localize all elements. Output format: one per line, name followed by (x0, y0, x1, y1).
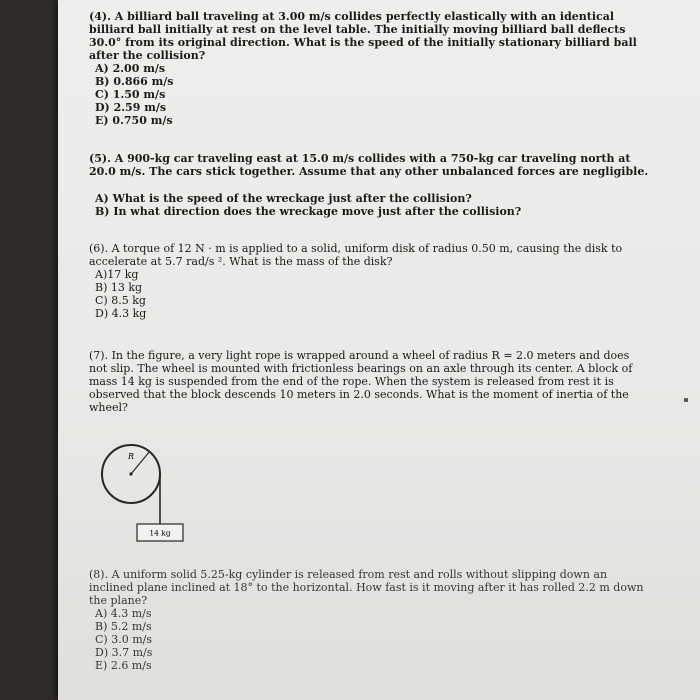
choice-e: E) 0.750 m/s (95, 114, 173, 127)
question-8 (89, 568, 649, 672)
choice-b: B) 13 kg (95, 281, 143, 294)
choice-b: B) 5.2 m/s (95, 620, 152, 633)
choice-c: C) 3.0 m/s (95, 633, 152, 646)
choice-e: E) 2.6 m/s (95, 659, 152, 672)
choice-d: D) 2.59 m/s (95, 101, 167, 114)
block-label: 14 kg (149, 528, 171, 538)
question-6-stem: (6). A torque of 12 N · m is applied to a solid, uniform disk of radius 0.50 m, causing the disk to accelerate at 5.7 rad/s ². What is the mass of the disk? (89, 242, 623, 268)
choice-a: A) 2.00 m/s (95, 62, 166, 75)
choice-c: C) 8.5 kg (95, 294, 146, 307)
choice-a: A)17 kg (95, 268, 139, 281)
question-5-stem: (5). A 900-kg car traveling east at 15.0 m/s collides with a 750-kg car traveling north at 20.0 m/s. The cars stick together. Assume that any other unbalanced forces are negligible. (89, 152, 649, 178)
question-4-stem: (4). A billiard ball traveling at 3.00 m/s collides perfectly elastically with an identical billiard ball initially at rest on the level table. The initially moving billiard ball deflects 30.0° from its original direction. What is the speed of the initially stationary billiard ball after the collision? (89, 10, 637, 62)
question-4 (89, 10, 649, 127)
question-5 (89, 152, 649, 218)
part-b: B) In what direction does the wreckage move just after the collision? (95, 205, 522, 218)
question-7-stem: (7). In the figure, a very light rope is wrapped around a wheel of radius R = 2.0 meters and does not slip. The wheel is mounted with frictionless bearings on an axle through its center. A block of mass 14 kg is suspended from the end of the rope. When the system is released from rest it is observed that the block descends 10 meters in 2.0 seconds. What is the moment of inertia of the wheel? (89, 349, 633, 414)
choice-a: A) 4.3 m/s (95, 607, 152, 620)
choice-d: D) 4.3 kg (95, 307, 147, 320)
wheel-block-figure (95, 438, 205, 548)
part-a: A) What is the speed of the wreckage just after the collision? (95, 192, 472, 205)
choice-d: D) 3.7 m/s (95, 646, 153, 659)
question-6 (89, 242, 649, 320)
choice-c: C) 1.50 m/s (95, 88, 166, 101)
question-8-stem: (8). A uniform solid 5.25-kg cylinder is released from rest and rolls without slipping down an inclined plane inclined at 18° to the horizontal. How fast is it moving after it has rolled 2.2 m down the plane? (89, 568, 644, 607)
choice-b: B) 0.866 m/s (95, 75, 174, 88)
question-7 (89, 349, 649, 414)
paper-speck (684, 398, 688, 402)
radius-label: R (128, 452, 135, 461)
